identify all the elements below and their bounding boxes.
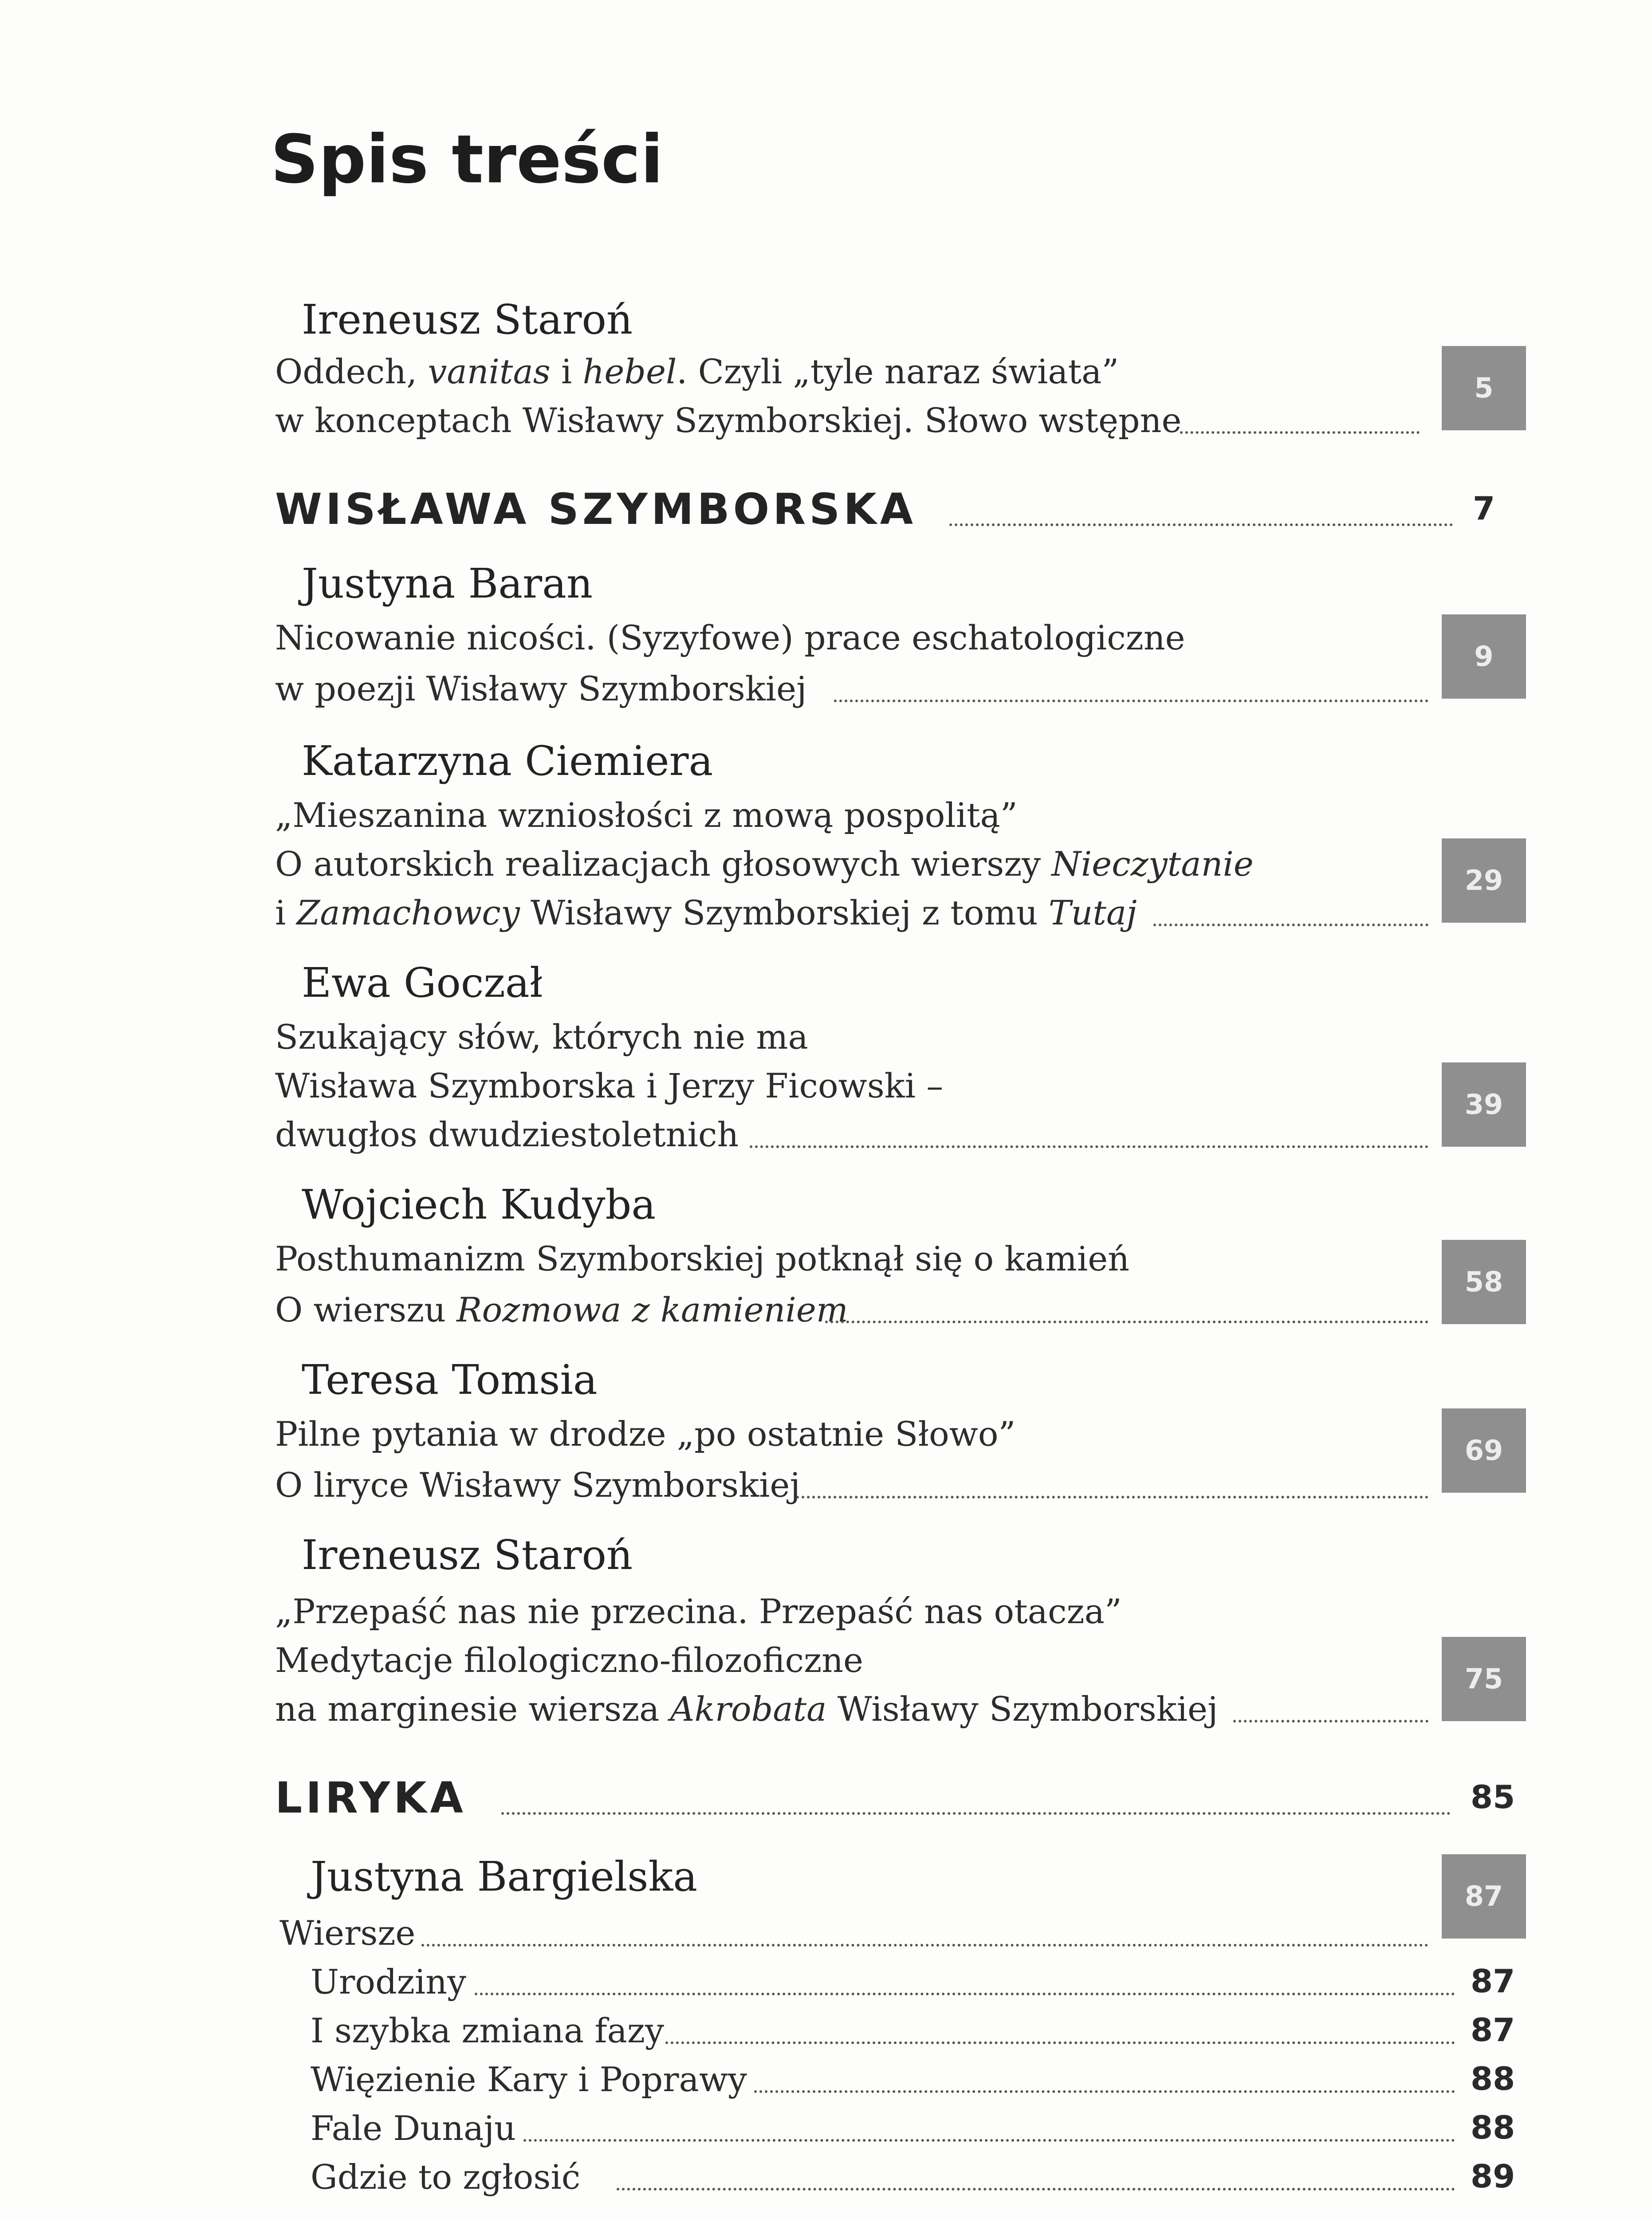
entry-title-line xyxy=(275,1239,1130,1278)
page-number-box xyxy=(1442,838,1526,923)
page-number: 87 xyxy=(1464,1880,1503,1912)
dot-leader xyxy=(1153,924,1428,926)
dot-leader xyxy=(523,2139,1455,2142)
page-number: 75 xyxy=(1464,1663,1503,1695)
section-heading: LIRYKA xyxy=(275,1773,467,1823)
section-heading: WISŁAWA SZYMBORSKA xyxy=(275,484,916,534)
page-number-box xyxy=(1442,614,1526,699)
dot-leader xyxy=(825,1321,1428,1323)
entry-title-line xyxy=(279,1913,416,1953)
title-segment: Nicowanie nicości. (Syzyfowe) prace eschatologiczne xyxy=(275,618,1185,657)
dot-leader xyxy=(1180,431,1420,434)
entry-title-line xyxy=(275,1465,800,1505)
page-number-box xyxy=(1442,1062,1526,1147)
title-segment: na marginesie wiersza xyxy=(275,1689,670,1729)
title-segment: O autorskich realizacjach głosowych wierszy xyxy=(275,844,1052,884)
poem-title: I szybka zmiana fazy xyxy=(311,2011,664,2050)
entry-author: Ireneusz Staroń xyxy=(302,1531,633,1579)
dot-leader xyxy=(1233,1720,1428,1722)
title-segment: O wierszu xyxy=(275,1290,457,1329)
title-segment: i xyxy=(550,352,583,391)
title-segment: dwugłos dwudziestoletnich xyxy=(275,1115,739,1154)
dot-leader xyxy=(754,2090,1455,2093)
italic-title-segment: Akrobata xyxy=(670,1689,827,1729)
entry-title-line xyxy=(275,1414,1016,1454)
entry-title-line xyxy=(275,844,1254,884)
entry-author: Wojciech Kudyba xyxy=(302,1181,656,1228)
page-number: 39 xyxy=(1464,1088,1503,1121)
entry-title-line xyxy=(275,618,1185,657)
title-segment: Pilne pytania w drodze „po ostatnie Słowo” xyxy=(275,1414,1016,1454)
poem-page-number: 88 xyxy=(1471,2060,1515,2097)
italic-title-segment: vanitas xyxy=(428,352,551,391)
title-segment: „Mieszanina wzniosłości z mową pospolitą” xyxy=(275,795,1018,835)
dot-leader xyxy=(949,523,1453,526)
entry-title-line xyxy=(275,1066,944,1105)
dot-leader xyxy=(421,1944,1428,1947)
italic-title-segment: Tutaj xyxy=(1048,893,1137,932)
page-number: 58 xyxy=(1464,1266,1503,1298)
title-segment: Medytacje filologiczno-filozoficzne xyxy=(275,1640,864,1680)
page-number: 5 xyxy=(1474,372,1494,404)
title-segment: Wisławy Szymborskiej z tomu xyxy=(519,893,1049,932)
dot-leader xyxy=(750,1145,1428,1148)
entry-title-line xyxy=(275,352,1119,391)
entry-title-line xyxy=(275,795,1018,835)
entry-title-line xyxy=(275,1115,739,1154)
poem-page-number: 87 xyxy=(1471,1962,1515,2000)
page-title: Spis treści xyxy=(271,121,664,198)
entry-title-line xyxy=(275,1017,808,1057)
page-number: 69 xyxy=(1464,1434,1503,1467)
entry-author: Ewa Goczał xyxy=(302,959,543,1007)
title-segment: Wiersze xyxy=(279,1913,416,1953)
dot-leader xyxy=(475,1993,1455,1995)
poem-page-number: 87 xyxy=(1471,2011,1515,2049)
entry-title-line xyxy=(275,1592,1122,1631)
page-number-box xyxy=(1442,1240,1526,1324)
page-number-box xyxy=(1442,1637,1526,1721)
entry-title-line xyxy=(275,1290,848,1329)
page-number: 9 xyxy=(1474,640,1494,672)
entry-author: Ireneusz Staroń xyxy=(302,296,633,343)
section-page-number: 85 xyxy=(1471,1778,1515,1816)
title-segment: O liryce Wisławy Szymborskiej xyxy=(275,1465,800,1505)
dot-leader xyxy=(834,700,1428,702)
title-segment: i xyxy=(275,893,297,932)
poem-title: Urodziny xyxy=(311,1962,467,2002)
dot-leader xyxy=(665,2041,1455,2044)
entry-title-line xyxy=(275,1689,1218,1729)
page-number-box xyxy=(1442,1854,1526,1939)
title-segment: . Czyli „tyle naraz świata” xyxy=(677,352,1119,391)
entry-title-line xyxy=(275,1640,864,1680)
poem-page-number: 88 xyxy=(1471,2109,1515,2146)
entry-author: Katarzyna Ciemiera xyxy=(302,737,713,785)
title-segment: Posthumanizm Szymborskiej potknął się o kamień xyxy=(275,1239,1130,1278)
entry-title-line xyxy=(275,401,1182,440)
dot-leader xyxy=(501,1812,1451,1815)
dot-leader xyxy=(796,1496,1428,1498)
entry-author: Justyna Baran xyxy=(302,560,593,607)
entry-author: Teresa Tomsia xyxy=(302,1356,598,1404)
title-segment: Szukający słów, których nie ma xyxy=(275,1017,808,1057)
italic-title-segment: Rozmowa z kamieniem xyxy=(456,1290,848,1329)
title-segment: Wisława Szymborska i Jerzy Ficowski – xyxy=(275,1066,944,1105)
title-segment: w poezji Wisławy Szymborskiej xyxy=(275,669,807,708)
page-number-box xyxy=(1442,1408,1526,1493)
poem-title: Więzienie Kary i Poprawy xyxy=(311,2060,747,2099)
entry-author: Justyna Bargielska xyxy=(311,1853,698,1900)
title-segment: Oddech, xyxy=(275,352,428,391)
title-segment: w konceptach Wisławy Szymborskiej. Słowo wstępne xyxy=(275,401,1182,440)
section-page-number: 7 xyxy=(1473,490,1495,527)
entry-title-line xyxy=(275,893,1137,932)
page-number-box xyxy=(1442,346,1526,430)
dot-leader xyxy=(617,2188,1455,2190)
title-segment: „Przepaść nas nie przecina. Przepaść nas otacza” xyxy=(275,1592,1122,1631)
poem-title: Fale Dunaju xyxy=(311,2108,516,2148)
poem-title: Gdzie to zgłosić xyxy=(311,2157,581,2197)
italic-title-segment: hebel xyxy=(582,352,677,391)
title-segment: Wisławy Szymborskiej xyxy=(826,1689,1218,1729)
italic-title-segment: Nieczytanie xyxy=(1051,844,1254,884)
page-number: 29 xyxy=(1464,864,1503,897)
entry-title-line xyxy=(275,669,807,708)
poem-page-number: 89 xyxy=(1471,2158,1515,2195)
italic-title-segment: Zamachowcy xyxy=(296,893,520,932)
